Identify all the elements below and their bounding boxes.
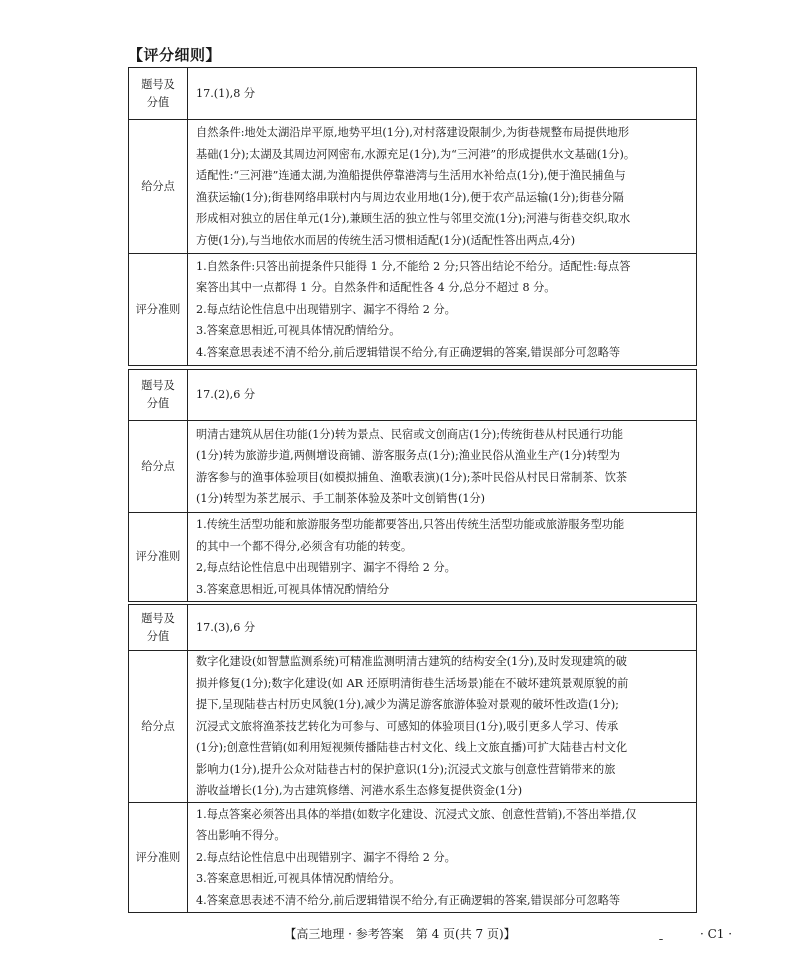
points-label: 给分点	[129, 120, 188, 254]
criteria-line: 4.答案意思表述不清不给分,前后逻辑错误不给分,有正确逻辑的答案,错误部分可忽略等	[196, 345, 621, 359]
points-line: 影响力(1分),提升公众对陆巷古村的保护意识(1分);沉浸式文旅与创意性营销带来的旅	[196, 762, 616, 776]
points-line: (1分)转为旅游步道,两侧增设商铺、游客服务点(1分);渔业民俗从渔业生产(1分)转型为	[196, 449, 621, 462]
points-line: 适配性:“三河港”连通太湖,为渔船提供停靠港湾与生活用水补给点(1分),便于渔民捕鱼与	[196, 169, 626, 182]
question-label: 题号及 分值	[129, 370, 188, 421]
criteria-line: 的其中一个都不得分,必须含有功能的转变。	[196, 539, 413, 553]
criteria-row	[129, 513, 697, 602]
points-content	[188, 421, 697, 513]
criteria-line: 2,每点结论性信息中出现错别字、漏字不得给 2 分。	[196, 561, 456, 574]
points-row	[129, 651, 697, 803]
criteria-content	[188, 254, 697, 366]
points-line: 基础(1分);太湖及其周边河网密布,水源充足(1分),为“三河港”的形成提供水文基础(1分)。	[196, 147, 636, 161]
points-line: (1分)转型为茶艺展示、手工制茶体验及茶叶文创销售(1分)	[196, 492, 486, 505]
page-code: ˍ · C1 ·	[658, 927, 733, 941]
question-label: 题号及 分值	[129, 605, 188, 651]
points-line: (1分);创意性营销(如利用短视频传播陆巷古村文化、线上文旅直播)可扩大陆巷古村文化	[196, 741, 628, 755]
grading-table-2	[128, 369, 697, 602]
points-line: 损并修复(1分);数字化建设(如 AR 还原明清街巷生活场景)能在不破坏建筑景观原貌的前	[196, 676, 629, 690]
criteria-content	[188, 513, 697, 602]
criteria-label: 评分准则	[129, 803, 188, 913]
points-line: 形成相对独立的居住单元(1分),兼顾生活的独立性与邻里交流(1分);河港与街巷交织,取水	[196, 212, 631, 225]
question-number: 17.(3),6 分	[188, 605, 697, 651]
question-number: 17.(2),6 分	[188, 370, 697, 421]
question-row	[129, 370, 697, 421]
criteria-content	[188, 803, 697, 913]
points-line: 游客参与的渔事体验项目(如模拟捕鱼、渔歌表演)(1分);茶叶民俗从村民日常制茶、饮茶	[196, 470, 628, 484]
points-line: 沉浸式文旅将渔茶技艺转化为可参与、可感知的体验项目(1分),吸引更多人学习、传承	[196, 719, 619, 733]
criteria-row	[129, 254, 697, 366]
criteria-line: 3.答案意思相近,可视具体情况酌情给分。	[196, 324, 401, 338]
criteria-line: 4.答案意思表述不清不给分,前后逻辑错误不给分,有正确逻辑的答案,错误部分可忽略等	[196, 893, 621, 907]
points-content	[188, 120, 697, 254]
criteria-label: 评分准则	[129, 513, 188, 602]
section-heading: 【评分细则】	[128, 46, 222, 64]
criteria-row	[129, 803, 697, 913]
criteria-line: 3.答案意思相近,可视具体情况酌情给分	[196, 582, 390, 596]
criteria-line: 1.每点答案必须答出具体的举措(如数字化建设、沉浸式文旅、创意性营销),不答出举措,仅	[196, 807, 637, 821]
grading-table-1	[128, 67, 697, 366]
question-label: 题号及 分值	[129, 68, 188, 120]
points-line: 方便(1分),与当地依水而居的传统生活习惯相适配(1分)(适配性答出两点,4分)	[196, 233, 576, 247]
criteria-line: 1.传统生活型功能和旅游服务型功能都要答出,只答出传统生活型功能或旅游服务型功能	[196, 518, 625, 531]
page-footer: 【高三地理 · 参考答案 第 4 页(共 7 页)】	[284, 927, 516, 941]
criteria-line: 2.每点结论性信息中出现错别字、漏字不得给 2 分。	[196, 302, 456, 316]
points-label: 给分点	[129, 421, 188, 513]
points-row	[129, 120, 697, 254]
points-line: 游收益增长(1分),为古建筑修缮、河港水系生态修复提供资金(1分)	[196, 784, 523, 798]
criteria-line: 2.每点结论性信息中出现错别字、漏字不得给 2 分。	[196, 850, 456, 864]
question-row	[129, 68, 697, 120]
points-content	[188, 651, 697, 803]
points-row	[129, 421, 697, 513]
points-line: 提下,呈现陆巷古村历史风貌(1分),减少为满足游客旅游体验对景观的破坏性改造(1分);	[196, 698, 619, 712]
criteria-label: 评分准则	[129, 254, 188, 366]
points-line: 自然条件:地处太湖沿岸平原,地势平坦(1分),对村落建设限制少,为街巷规整布局提供地形	[196, 126, 630, 139]
points-line: 明清古建筑从居住功能(1分)转为景点、民宿或文创商店(1分);传统街巷从村民通行功能	[196, 427, 624, 441]
criteria-line: 3.答案意思相近,可视具体情况酌情给分。	[196, 872, 401, 886]
criteria-line: 答出影响不得分。	[196, 829, 286, 843]
criteria-line: 1.自然条件:只答出前提条件只能得 1 分,不能给 2 分;只答出结论不给分。适配性:每点答	[196, 259, 631, 273]
criteria-line: 案答出其中一点都得 1 分。自然条件和适配性各 4 分,总分不超过 8 分。	[196, 281, 556, 295]
grading-table-3	[128, 604, 697, 913]
points-label: 给分点	[129, 651, 188, 803]
points-line: 数字化建设(如智慧监测系统)可精准监测明清古建筑的结构安全(1分),及时发现建筑的破	[196, 655, 627, 669]
question-number: 17.(1),8 分	[188, 68, 697, 120]
points-line: 渔获运输(1分);街巷网络串联村内与周边农业用地(1分),便于农产品运输(1分);街巷分隔	[196, 190, 624, 204]
question-row	[129, 605, 697, 651]
